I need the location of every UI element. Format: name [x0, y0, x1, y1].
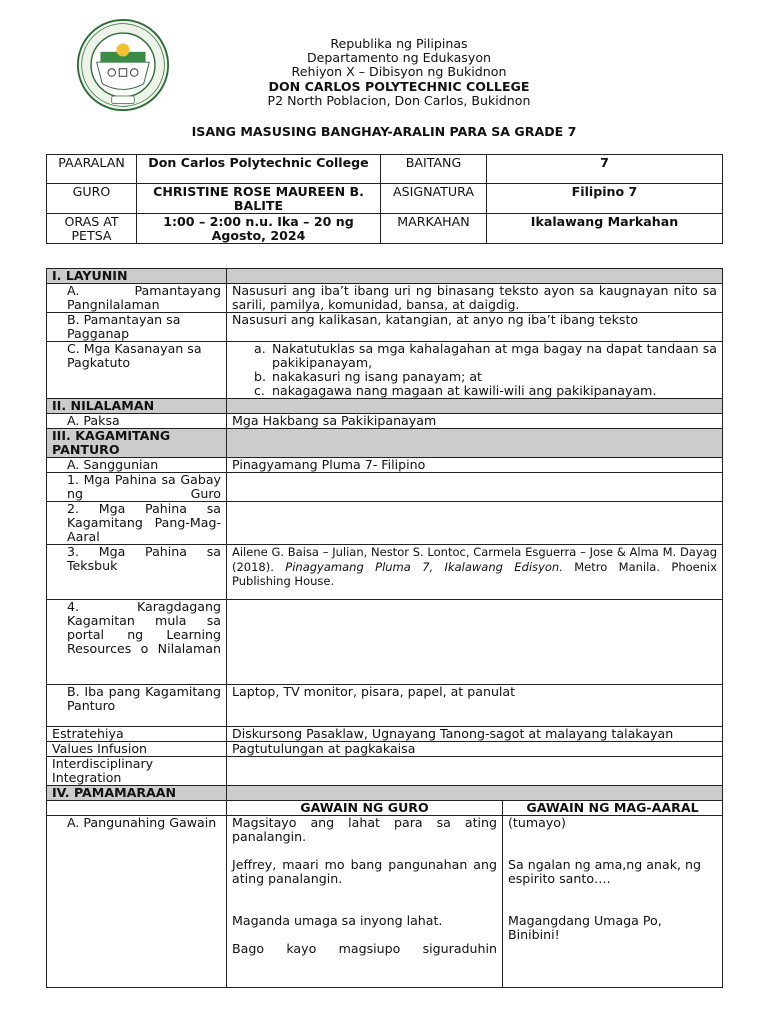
row-content	[227, 757, 723, 786]
activity-text: (tumayo)	[508, 815, 566, 830]
letterhead	[170, 37, 628, 108]
row-label: B. Iba pang Kagamitang Panturo	[47, 685, 227, 727]
objectives-list	[232, 342, 717, 398]
row-label: A. Pamantayang Pangnilalaman	[47, 284, 227, 313]
table-row	[47, 545, 723, 600]
school-address: P2 North Poblacion, Don Carlos, Bukidnon	[267, 92, 531, 108]
row-content: Mga Hakbang sa Pakikipanayam	[227, 414, 723, 429]
info-value: Filipino 7	[487, 184, 723, 214]
info-label: GURO	[47, 184, 137, 214]
table-row	[47, 502, 723, 545]
table-row	[47, 414, 723, 429]
table-row	[47, 816, 723, 988]
section-header	[47, 399, 723, 414]
row-label: A. Paksa	[47, 414, 227, 429]
activity-text: Maganda umaga sa inyong lahat.	[232, 913, 443, 928]
activity-text: Magangdang Umaga Po, Binibini!	[508, 913, 662, 942]
info-label: MARKAHAN	[381, 214, 487, 244]
activity-text: Jeffrey, maari mo bang pangunahan ang ating panalangin.	[232, 857, 497, 886]
info-label: ASIGNATURA	[381, 184, 487, 214]
row-label: Values Infusion	[47, 742, 227, 757]
column-header-guro: GAWAIN NG GURO	[227, 801, 503, 816]
info-value: CHRISTINE ROSE MAUREEN B. BALITE	[137, 184, 381, 214]
table-row	[47, 757, 723, 786]
row-content	[227, 600, 723, 685]
row-label: C. Mga Kasanayan sa Pagkatuto	[47, 342, 227, 399]
info-label: ORAS AT PETSA	[47, 214, 137, 244]
column-header-magaaral: GAWAIN NG MAG-AARAL	[503, 801, 723, 816]
row-content	[227, 473, 723, 502]
table-row	[47, 473, 723, 502]
region-line: Rehiyon X – Dibisyon ng Bukidnon	[291, 64, 507, 80]
list-item: b. nakakasuri ng isang panayam; at	[254, 369, 482, 384]
table-row	[47, 801, 723, 816]
row-label: 4. Karagdagang Kagamitan mula sa portal ng Learning Resources o Nilalaman	[47, 600, 227, 685]
info-label: BAITANG	[381, 155, 487, 184]
republic-line: Republika ng Pilipinas	[330, 36, 468, 51]
lesson-plan-title: ISANG MASUSING BANGHAY-ARALIN PARA SA GRADE 7	[191, 124, 577, 139]
table-row	[47, 458, 723, 473]
info-value: Don Carlos Polytechnic College	[137, 155, 381, 184]
student-activity	[503, 816, 723, 988]
section-title: II. NILALAMAN	[47, 399, 227, 414]
row-label: A. Sanggunian	[47, 458, 227, 473]
info-row-guro	[47, 184, 723, 214]
row-content	[227, 342, 723, 399]
row-content: Nasusuri ang iba’t ibang uri ng binasang teksto ayon sa kaugnayan nito sa sarili, pamilya, komunidad, bansa, at daigdig.	[227, 284, 723, 313]
info-value: 7	[487, 155, 723, 184]
info-value: 1:00 – 2:00 n.u. Ika – 20 ng Agosto, 2024	[137, 214, 381, 244]
lesson-table	[46, 268, 723, 988]
row-label: 1. Mga Pahina sa Gabay ng Guro	[47, 473, 227, 502]
department-line: Departamento ng Edukasyon	[306, 50, 492, 66]
activity-text: Magsitayo ang lahat para sa ating panalangin.	[232, 815, 497, 844]
row-label: 3. Mga Pahina sa Teksbuk	[47, 545, 227, 600]
section-title: I. LAYUNIN	[47, 269, 227, 284]
college-seal-logo	[76, 18, 170, 112]
row-content: Pinagyamang Pluma 7- Filipino	[227, 458, 723, 473]
section-header	[47, 269, 723, 284]
row-label: B. Pamantayan sa Pagganap	[47, 313, 227, 342]
section-header	[47, 429, 723, 458]
row-content: Nasusuri ang kalikasan, katangian, at anyo ng iba’t ibang teksto	[227, 313, 723, 342]
reference-citation: Ailene G. Baisa – Julian, Nestor S. Lontoc, Carmela Esguerra – Jose & Alma M. Dayag (2018). Pinagyamang Pluma 7, Ikalawang Edisyon. Metro Manila. Phoenix Publishing House.	[227, 545, 723, 600]
table-row	[47, 727, 723, 742]
row-label: 2. Mga Pahina sa Kagamitang Pang-Mag-Aaral	[47, 502, 227, 545]
table-row	[47, 742, 723, 757]
row-content: Diskursong Pasaklaw, Ugnayang Tanong-sagot at malayang talakayan	[227, 727, 723, 742]
table-row	[47, 685, 723, 727]
table-row	[47, 600, 723, 685]
info-label: PAARALAN	[47, 155, 137, 184]
table-row	[47, 284, 723, 313]
list-item: c. nakagagawa nang magaan at kawili-wili ang pakikipanayam.	[254, 383, 657, 398]
row-label: A. Pangunahing Gawain	[47, 816, 227, 988]
activity-text: Bago kayo magsiupo siguraduhin	[232, 941, 497, 956]
section-header	[47, 786, 723, 801]
info-table	[46, 154, 723, 244]
info-value: Ikalawang Markahan	[487, 214, 723, 244]
row-content	[227, 502, 723, 545]
table-row	[47, 342, 723, 399]
row-content: Pagtutulungan at pagkakaisa	[227, 742, 723, 757]
section-title: IV. PAMAMARAAN	[47, 786, 227, 801]
row-label: Interdisciplinary Integration	[47, 757, 227, 786]
list-item: a. Nakatutuklas sa mga kahalagahan at mga bagay na dapat tandaan sa pakikipanayam,	[254, 341, 717, 370]
teacher-activity	[227, 816, 503, 988]
section-title: III. KAGAMITANG PANTURO	[47, 429, 227, 458]
row-content: Laptop, TV monitor, pisara, papel, at panulat	[227, 685, 723, 727]
row-label: Estratehiya	[47, 727, 227, 742]
school-name: DON CARLOS POLYTECHNIC COLLEGE	[268, 78, 530, 94]
info-row-oras	[47, 214, 723, 244]
activity-text: Sa ngalan ng ama,ng anak, ng espirito santo….	[508, 857, 701, 886]
info-row-paaralan	[47, 155, 723, 184]
table-row	[47, 313, 723, 342]
